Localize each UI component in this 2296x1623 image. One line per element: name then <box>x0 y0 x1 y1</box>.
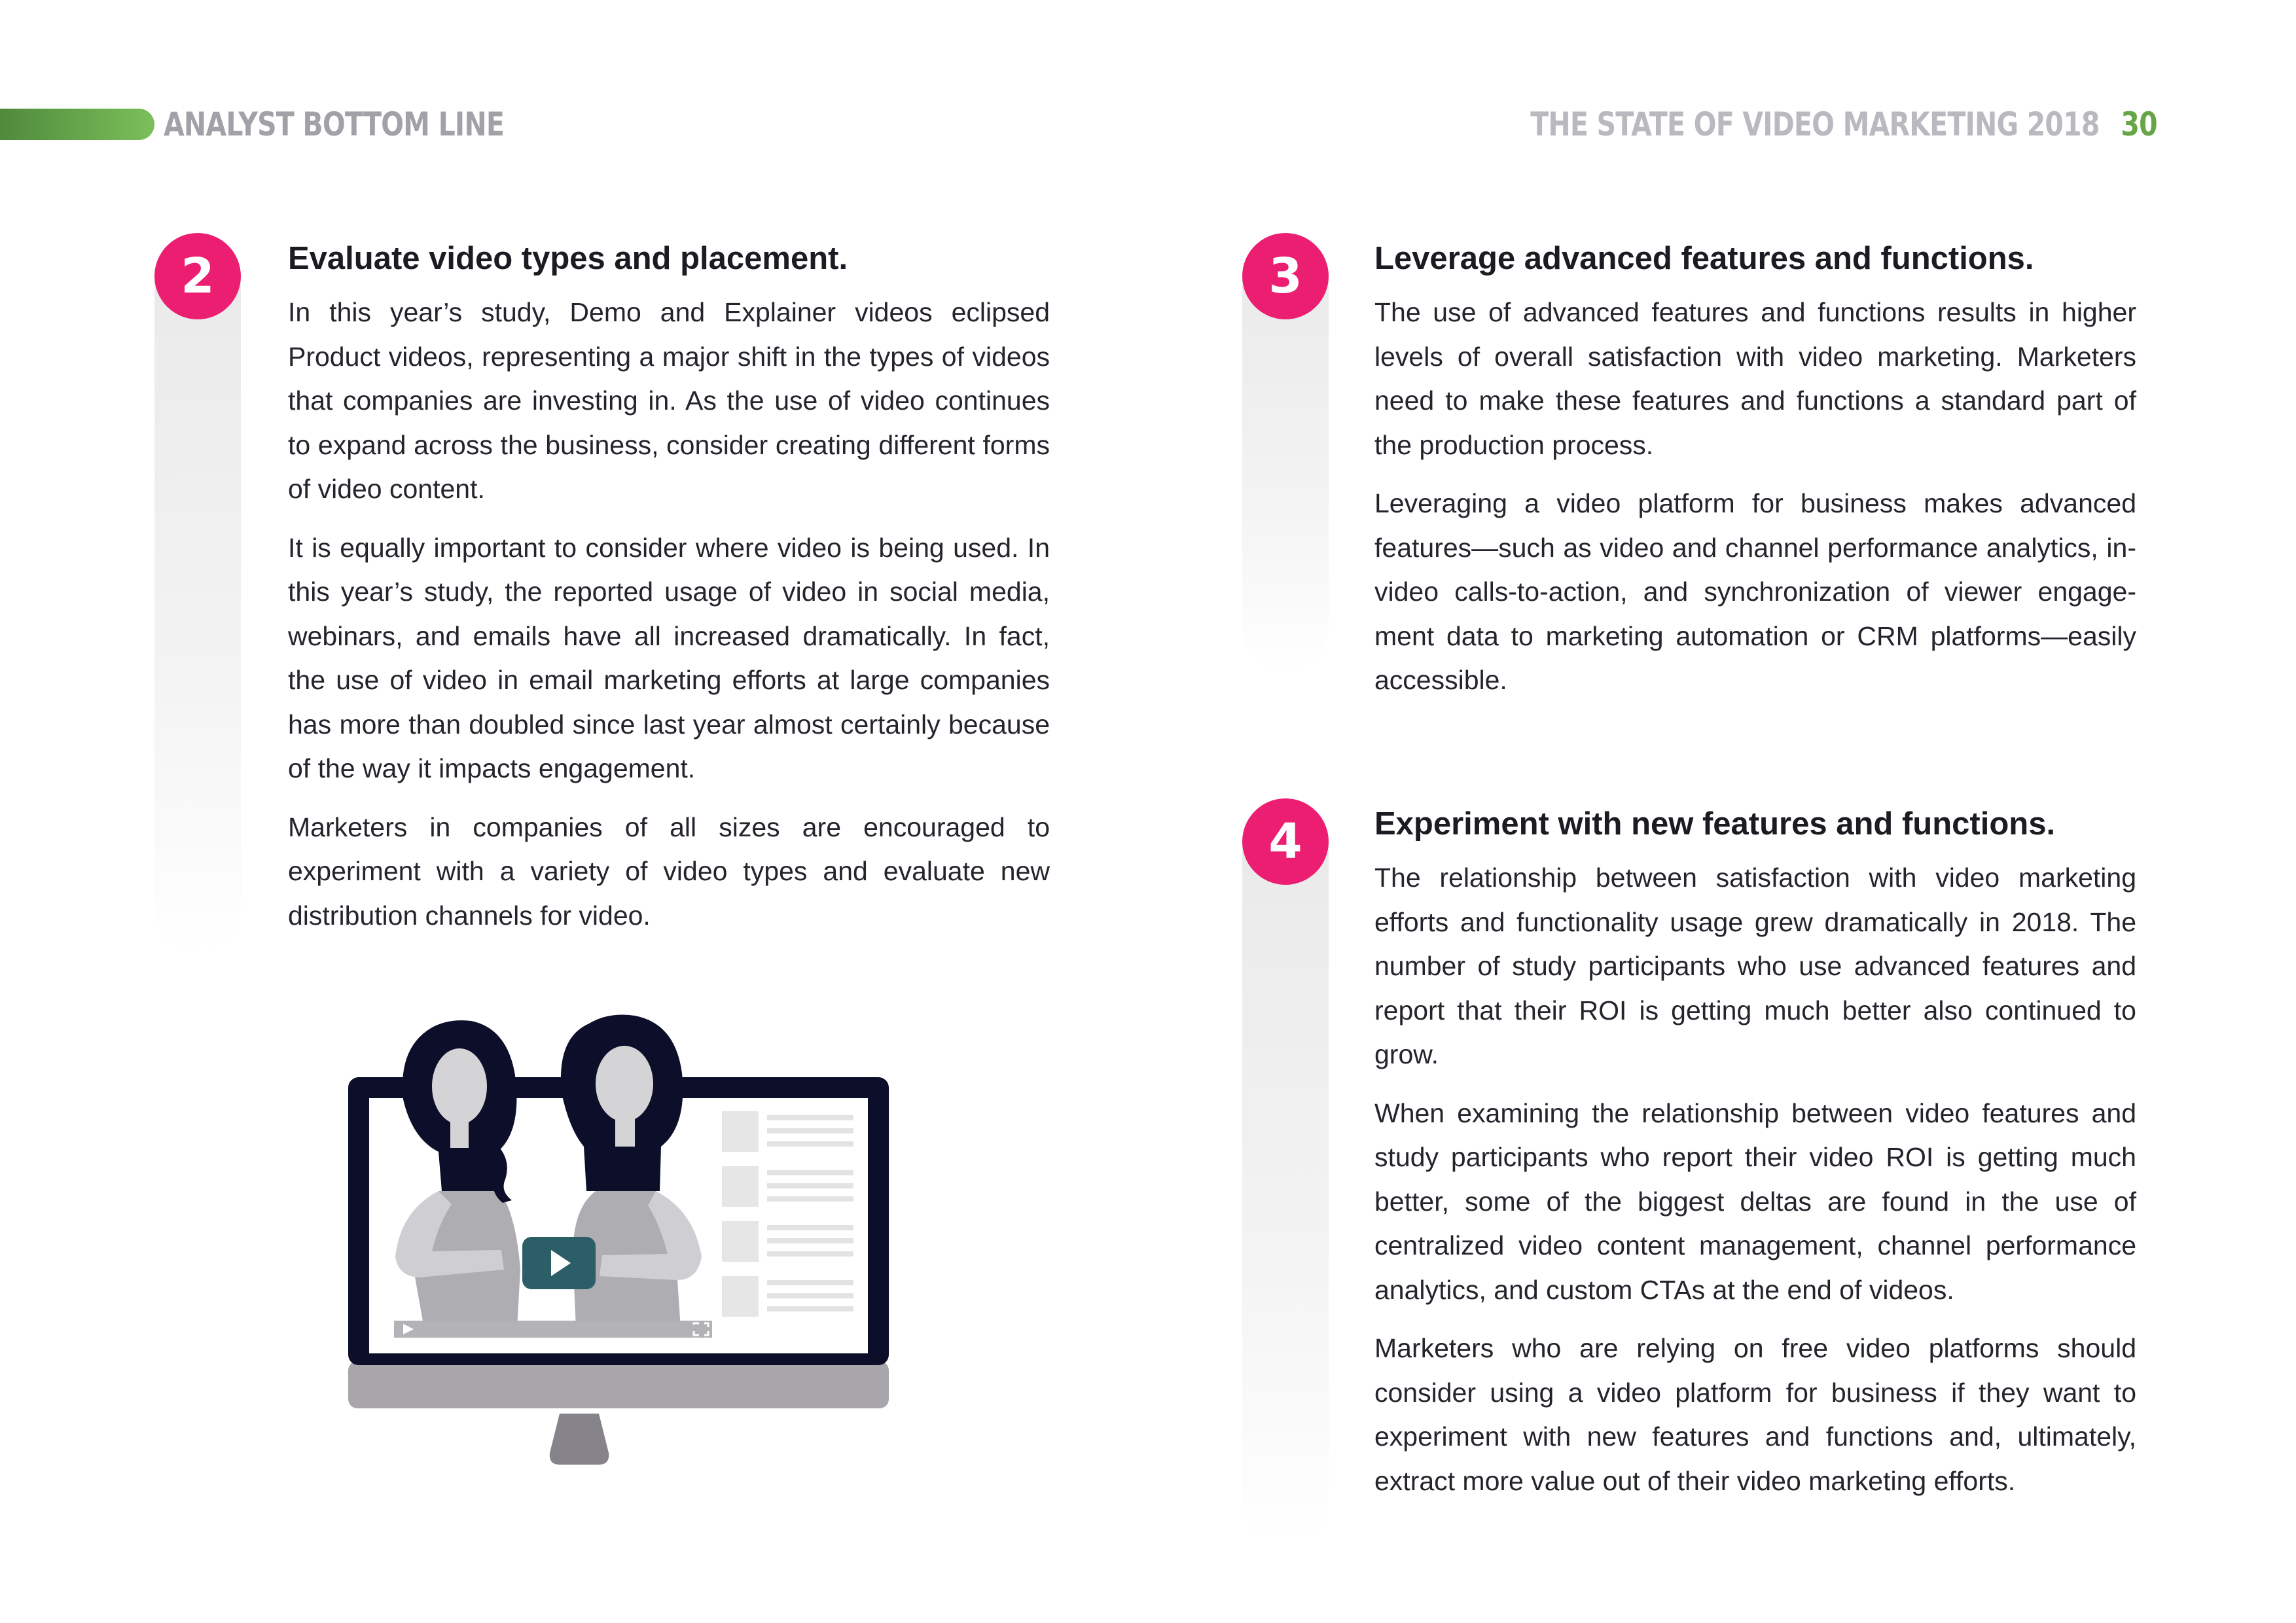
section-3-heading: Leverage advanced features and functions. <box>1374 241 2034 276</box>
section-3-paragraph-2: Leveraging a video platform for business makes advanced features—such as video and channel performance analytics, in-video calls-to-action, and synchronization of viewer engagement data to marketing automation or CRM platforms—easily accessible. <box>1374 488 2136 695</box>
video-monitor-illustration <box>340 995 903 1479</box>
section-2 <box>288 236 1050 952</box>
section-4-number-badge: 4 <box>1242 798 1329 885</box>
video-control-bar <box>394 1321 712 1338</box>
section-4-track <box>1242 800 1329 1544</box>
header-accent-bar <box>0 109 154 140</box>
section-4-heading: Experiment with new features and functions. <box>1374 806 2056 842</box>
section-3-paragraph-1: The use of advanced features and functions results in higher levels of overall satisfaction with video marketing. Marketers need to make these features and functions a standard part of the production process. <box>1374 297 2136 460</box>
section-2-paragraph-3: Marketers in companies of all sizes are encouraged to experiment with a variety of video types and evaluate new distribution channels for video. <box>288 812 1050 931</box>
section-4-paragraph-1: The relationship between satisfaction with video marketing efforts and functionality usage grew dramatically in 2018. The number of study participants who use advanced features and report that their ROI is getting much better also continued to grow. <box>1374 863 2136 1069</box>
section-4-paragraph-3: Marketers who are relying on free video platforms should consider using a video platform for business if they want to experiment with new features and functions and, ultimately, extract more value out of their video marketing efforts. <box>1374 1333 2136 1496</box>
section-2-paragraph-2: It is equally important to consider where video is being used. In this year’s study, the reported usage of video in social media, webinars, and emails have all increased dramatically. In fact, the use of video in email marketing efforts at large companies has more than doubled since last year almost certainly because of the way it impacts engagement. <box>288 532 1050 783</box>
section-2-heading: Evaluate video types and placement. <box>288 241 848 276</box>
section-3-number-badge: 3 <box>1242 233 1329 319</box>
section-3 <box>1374 236 2136 717</box>
page-number: 30 <box>2121 105 2157 143</box>
section-2-track <box>154 236 241 954</box>
monitor-chin <box>348 1361 889 1408</box>
section-4 <box>1374 801 2136 1518</box>
section-4-paragraph-2: When examining the relationship between video features and study participants who report their video ROI is getting much better, some of the biggest deltas are found in the use of centralized video content management, channel performance analytics, and custom CTAs at the end of videos. <box>1374 1097 2136 1305</box>
document-title: THE STATE OF VIDEO MARKETING 2018 <box>1530 105 2100 143</box>
running-header <box>1530 105 2157 144</box>
section-2-number-badge: 2 <box>154 233 241 319</box>
section-2-paragraph-1: In this year’s study, Demo and Explainer videos eclipsed Product videos, representing a major shift in the types of videos that companies are investing in. As the use of video continues to expand across the business, consider creating different forms of video content. <box>288 297 1050 504</box>
section-label: ANALYST BOTTOM LINE <box>164 105 505 143</box>
monitor-stand <box>550 1414 609 1465</box>
